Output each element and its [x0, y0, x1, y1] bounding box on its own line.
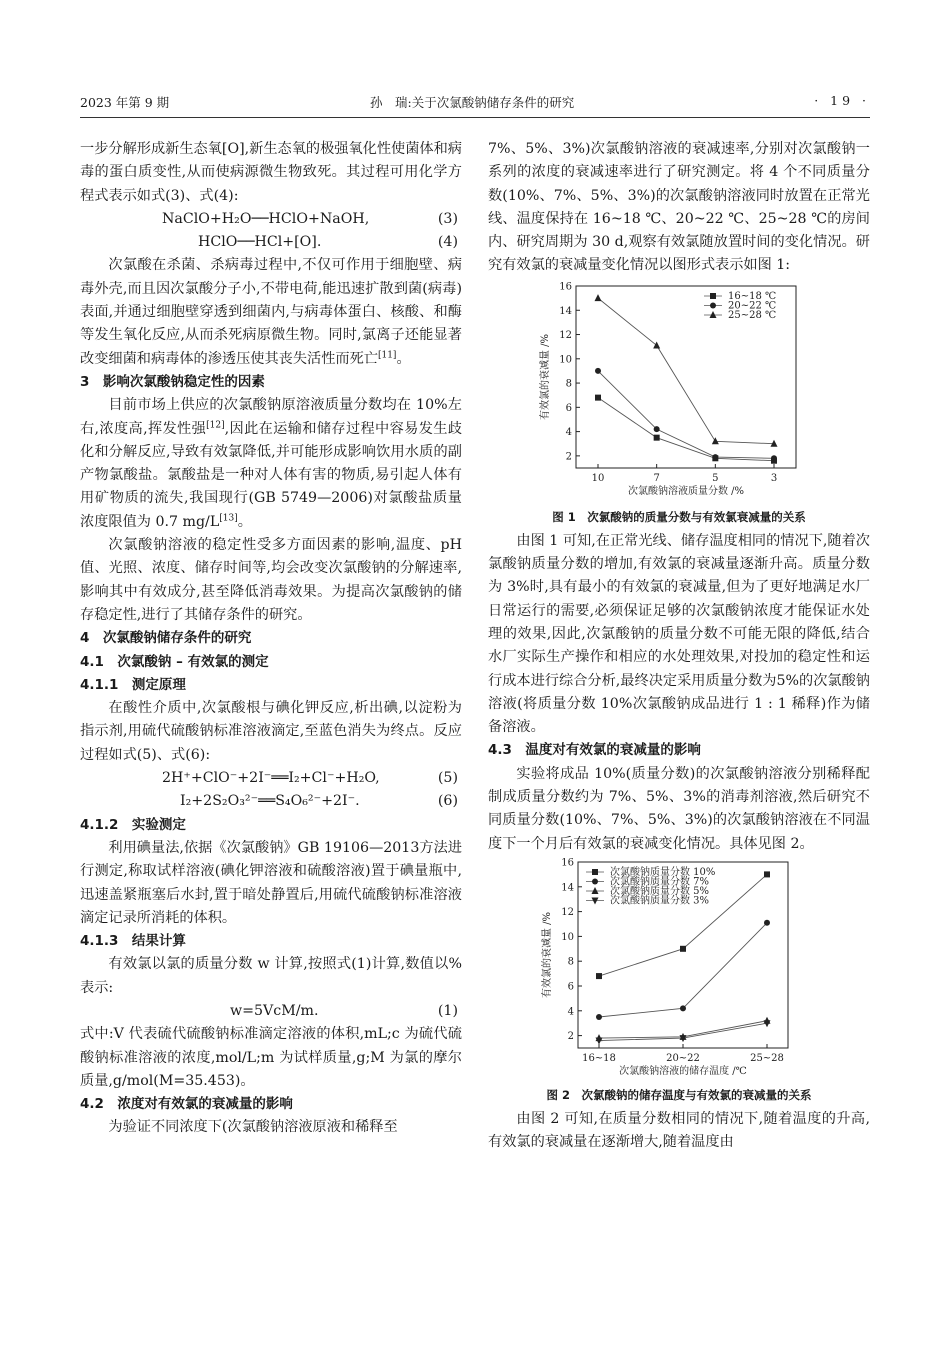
page-number: · 19 ·	[814, 93, 870, 108]
legend	[586, 865, 715, 907]
y-tick-label: 10	[561, 931, 574, 943]
y-tick-label: 6	[567, 981, 574, 993]
paragraph: 一步分解形成新生态氧[O],新生态氧的极强氧化性使菌体和病毒的蛋白质变性,从而使病源微生物致死。其过程可用化学方程式表示如式(3)、式(4):	[80, 141, 462, 204]
equation-number: (5)	[437, 770, 458, 787]
subsubsection-heading: 4.1.3 结果计算	[80, 933, 186, 950]
data-point	[764, 871, 770, 877]
y-tick-label: 4	[565, 426, 572, 438]
legend-label: 16~18 ℃	[728, 290, 777, 302]
legend-marker	[710, 293, 716, 299]
y-tick-label: 2	[565, 451, 572, 463]
data-point	[596, 973, 602, 979]
equation-number: (3)	[437, 210, 458, 227]
data-point	[595, 394, 601, 400]
series-line	[599, 923, 767, 1017]
paragraph: 实验将成品 10%(质量分数)的次氯酸钠溶液分别稀释配制成质量分数约为 7%、5%、3%的消毒剂溶液,然后研究不同质量分数(10%、7%、5%、3%)的次氯酸钠溶液在不同温度下一个月后有效氯的衰减变化情况。具体见图 2。	[488, 765, 870, 852]
equation-body: NaClO+H₂O──HClO+NaOH,	[162, 210, 370, 227]
citation[interactable]: [13]	[219, 513, 238, 524]
y-tick-label: 16	[561, 857, 574, 869]
subsection-heading: 4.1 次氯酸钠 – 有效氯的测定	[80, 653, 269, 670]
equation-body: HClO──HCl+[O].	[198, 234, 322, 251]
equation-6	[80, 790, 462, 813]
data-point	[680, 946, 686, 952]
section-heading: 3 影响次氯酸钠稳定性的因素	[80, 373, 265, 390]
x-tick-label: 5	[712, 472, 719, 484]
legend-label: 25~28 ℃	[728, 309, 777, 321]
figure-1-chart	[488, 278, 870, 506]
y-tick-label: 12	[561, 907, 574, 919]
series-line	[598, 371, 774, 458]
equation-body: 2H⁺+ClO⁻+2I⁻══I₂+Cl⁻+H₂O,	[162, 770, 380, 787]
paragraph-text: 。	[237, 513, 252, 530]
issue-label: 2023 年第 9 期	[80, 95, 170, 110]
x-tick-label: 20~22	[666, 1052, 700, 1064]
data-point	[712, 454, 718, 460]
equation-4	[80, 231, 462, 254]
y-tick-label: 2	[567, 1031, 574, 1043]
data-point	[653, 341, 660, 348]
subsubsection-heading: 4.1.1 测定原理	[80, 676, 186, 693]
y-tick-label: 14	[559, 305, 572, 317]
equation-1	[80, 1000, 462, 1023]
legend-marker	[710, 302, 716, 308]
legend-label: 次氯酸钠质量分数 7%	[610, 876, 710, 888]
figure-2-caption: 图 2 次氯酸钠的储存温度与有效氯的衰减量的关系	[546, 1087, 812, 1102]
equation-number: (6)	[437, 793, 458, 810]
equation-body: w=5VcM/m.	[230, 1002, 319, 1019]
y-tick-label: 16	[559, 281, 572, 293]
data-point	[595, 294, 602, 301]
series-4	[596, 1020, 771, 1044]
figure-2	[488, 856, 870, 1104]
paragraph: 7%、5%、3%)次氯酸钠溶液的衰减速率,分别对次氯酸钠一系列的浓度的衰减速率进行了研究测定。将 4 个不同质量分数(10%、7%、5%、3%)的次氯酸钠溶液同时放置在正常光线、温度保持在 16~18 ℃、20~22 ℃、25~28 ℃的房间内、研究周期为 30 d,观察有效氯随放置时间的变化情况。研究有效氯的衰减量变化情况以图形式表示如图 1:	[488, 141, 870, 274]
equation-3	[80, 208, 462, 231]
citation[interactable]: [12]	[206, 419, 225, 430]
right-column	[488, 138, 870, 1155]
paragraph	[80, 254, 462, 370]
legend-marker	[592, 869, 598, 875]
y-tick-label: 10	[559, 354, 572, 366]
paragraph-text: 。	[396, 350, 411, 367]
data-point	[712, 437, 719, 444]
series-2	[596, 920, 770, 1020]
figure-1	[488, 278, 870, 526]
running-header	[80, 93, 870, 113]
y-tick-label: 4	[567, 1006, 574, 1018]
equation-number: (4)	[437, 234, 458, 251]
paragraph-text: 目前市场上供应的次氯酸钠原溶液质量分数均在 10%左右,浓度高,挥发性强	[80, 397, 462, 437]
paragraph: 有效氯以氯的质量分数 w 计算,按照式(1)计算,数值以%表示:	[80, 956, 462, 996]
legend-label: 次氯酸钠质量分数 5%	[610, 885, 710, 897]
data-point	[595, 368, 601, 374]
subsection-heading: 4.2 浓度对有效氯的衰减量的影响	[80, 1096, 293, 1113]
data-point	[654, 426, 660, 432]
subsection-heading: 4.3 温度对有效氯的衰减量的影响	[488, 742, 701, 759]
data-point	[596, 1014, 602, 1020]
citation[interactable]: [11]	[377, 349, 397, 360]
legend-marker	[592, 878, 598, 884]
series-1	[595, 394, 777, 463]
section-heading: 4 次氯酸钠储存条件的研究	[80, 630, 252, 647]
paragraph: 为验证不同浓度下(次氯酸钠溶液原液和稀释至	[108, 1119, 398, 1136]
y-tick-label: 14	[561, 882, 574, 894]
paragraph: 由图 2 可知,在质量分数相同的情况下,随着温度的升高,有效氯的衰减量在逐渐增大,随着温度由	[488, 1110, 870, 1151]
paragraph: 次氯酸钠溶液的稳定性受多方面因素的影响,温度、pH 值、光照、浓度、储存时间等,均会改变次氯酸钠的分解速率,影响其中有效成分,甚至降低消毒效果。为提高次氯酸钠的储存稳定性,进行了其储存条件的研究。	[80, 537, 462, 623]
y-tick-label: 12	[559, 329, 572, 341]
paragraph: 式中:V 代表硫代硫酸钠标准滴定溶液的体积,mL;c 为硫代硫酸钠标准溶液的浓度,mol/L;m 为试样质量,g;M 为氯的摩尔质量,g/mol(M=35.453)。	[80, 1026, 462, 1089]
legend-label: 次氯酸钠质量分数 3%	[610, 895, 710, 907]
paragraph: 由图 1 可知,在正常光线、储存温度相同的情况下,随着次氯酸钠质量分数的增加,有效氯的衰减量逐渐升高。质量分数为 3%时,具有最小的有效氯的衰减量,但为了更好地满足水厂日常运行的需要,必须保证足够的次氯酸钠浓度才能保证水处理的效果,因此,次氯酸钠的质量分数不可能无限的降低,结合水厂实际生产操作和相应的水处理效果,对投加的稳定性和运行成本进行综合分析,最终决定采用质量分数为5%的次氯酸钠溶液(将质量分数 10%次氯酸钠成品进行 1 : 1 稀释)作为储备溶液。	[488, 532, 870, 736]
article-running-title: 孙 瑞:关于次氯酸钠储存条件的研究	[370, 95, 575, 110]
legend-marker	[710, 311, 717, 318]
x-axis-label: 次氯酸钠溶液质量分数 /%	[627, 485, 745, 497]
x-tick-label: 7	[653, 472, 660, 484]
x-tick-label: 10	[591, 472, 605, 484]
equation-body: I₂+2S₂O₃²⁻══S₄O₆²⁻+2I⁻.	[180, 793, 360, 810]
figure-2-chart	[488, 856, 870, 1084]
left-column	[80, 138, 462, 1140]
data-point	[764, 920, 770, 926]
series-line	[598, 397, 774, 460]
paragraph	[80, 394, 462, 534]
y-tick-label: 8	[567, 956, 574, 968]
x-axis-label: 次氯酸钠溶液的储存温度 /℃	[619, 1065, 747, 1077]
y-tick-label: 6	[565, 402, 572, 414]
legend	[704, 291, 776, 321]
legend-label: 次氯酸钠质量分数 10%	[610, 866, 716, 878]
y-tick-label: 8	[565, 378, 572, 390]
data-point	[654, 434, 660, 440]
legend-marker	[592, 887, 599, 894]
x-tick-label: 25~28	[750, 1052, 784, 1064]
equation-number: (1)	[437, 1002, 458, 1019]
equation-5	[80, 767, 462, 790]
y-axis-label: 有效氯的衰减量 /%	[540, 333, 551, 420]
x-tick-label: 3	[770, 472, 778, 484]
legend-label: 20~22 ℃	[728, 300, 777, 312]
data-point	[680, 1005, 686, 1011]
paragraph-text: 次氯酸在杀菌、杀病毒过程中,不仅可作用于细胞壁、病毒外壳,而且因次氯酸分子小,不带电荷,能迅速扩散到菌(病毒)表面,并通过细胞壁穿透到细菌内,与病毒体蛋白、核酸、和酶等发生氧化反应,从而杀死病原微生物。同时,氯离子还能显著改变细菌和病毒体的渗透压使其丧失活性而死亡	[80, 257, 462, 367]
data-point	[771, 455, 777, 461]
paragraph: 利用碘量法,依据《次氯酸钠》GB 19106—2013方法进行测定,称取试样溶液(碘化钾溶液和硫酸溶液)置于碘量瓶中,迅速盖紧瓶塞后水封,置于暗处静置后,用硫代硫酸钠标准溶液滴定记录所消耗的体积。	[80, 839, 462, 926]
paragraph-text: ,因此在运输和储存过程中容易发生歧化和分解反应,导致有效氯降低,并可能形成影响饮用水质的副产物氯酸盐。氯酸盐是一种对人体有害的物质,易引起人体有用矿物质的流失,我国现行(GB 5749—2006)对氯酸盐质量浓度限值为 0.7 mg/L	[80, 420, 462, 530]
subsubsection-heading: 4.1.2 实验测定	[80, 816, 186, 833]
header-rule	[80, 117, 870, 118]
x-tick-label: 16~18	[582, 1052, 616, 1064]
figure-1-caption: 图 1 次氯酸钠的质量分数与有效氯衰减量的关系	[552, 509, 806, 524]
paragraph: 在酸性介质中,次氯酸根与碘化钾反应,析出碘,以淀粉为指示剂,用硫代硫酸钠标准溶液滴定,至蓝色消失为终点。反应过程如式(5)、式(6):	[80, 700, 462, 763]
legend-marker	[592, 897, 599, 904]
y-axis-label: 有效氯的衰减量 /%	[542, 911, 553, 998]
